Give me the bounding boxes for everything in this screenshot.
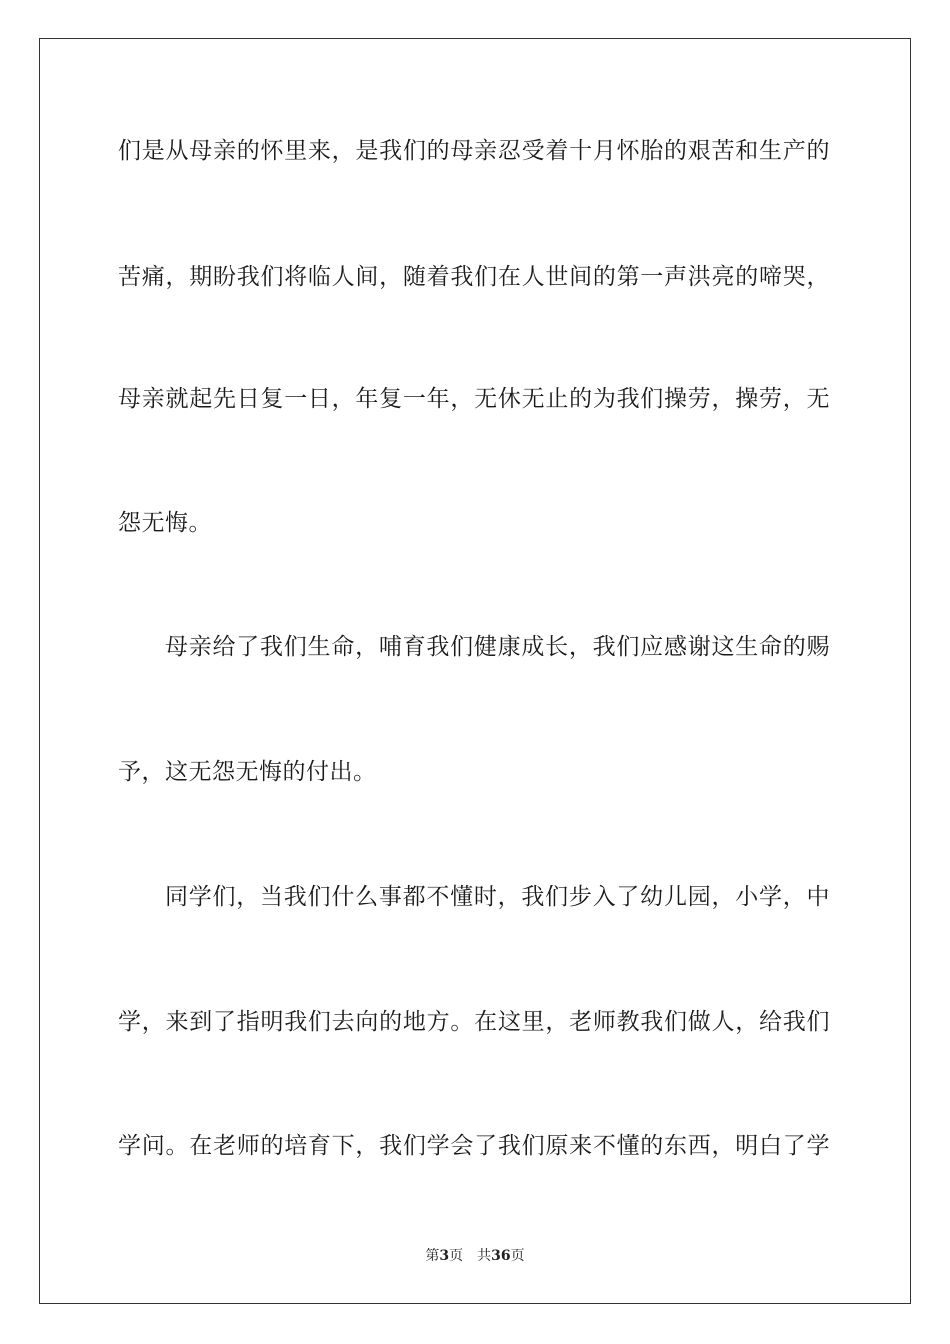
footer-page-number: 3 [439, 1248, 450, 1264]
footer-page-prefix: 第 [425, 1248, 440, 1264]
body-line-7: 同学们，当我们什么事都不懂时，我们步入了幼儿园，小学，中 [165, 884, 830, 910]
body-line-3: 母亲就起先日复一日，年复一年，无休无止的为我们操劳，操劳，无 [118, 386, 830, 412]
footer-total-prefix: 共 [477, 1248, 492, 1264]
footer-page-suffix: 页 [449, 1248, 464, 1264]
body-line-6: 予，这无怨无悔的付出。 [118, 759, 377, 785]
body-line-1: 们是从母亲的怀里来，是我们的母亲忍受着十月怀胎的艰苦和生产的 [118, 138, 830, 164]
body-line-9: 学问。在老师的培育下，我们学会了我们原来不懂的东西，明白了学 [118, 1133, 830, 1159]
footer-total-pages: 36 [491, 1248, 511, 1264]
body-line-4: 怨无悔。 [118, 510, 212, 536]
page-footer [0, 1246, 950, 1266]
body-line-5: 母亲给了我们生命，哺育我们健康成长，我们应感谢这生命的赐 [165, 634, 830, 660]
footer-total-suffix: 页 [510, 1248, 525, 1264]
page-border [39, 38, 911, 1304]
body-line-8: 学，来到了指明我们去向的地方。在这里，老师教我们做人，给我们 [118, 1009, 830, 1035]
body-line-2: 苦痛，期盼我们将临人间，随着我们在人世间的第一声洪亮的啼哭， [118, 264, 830, 290]
